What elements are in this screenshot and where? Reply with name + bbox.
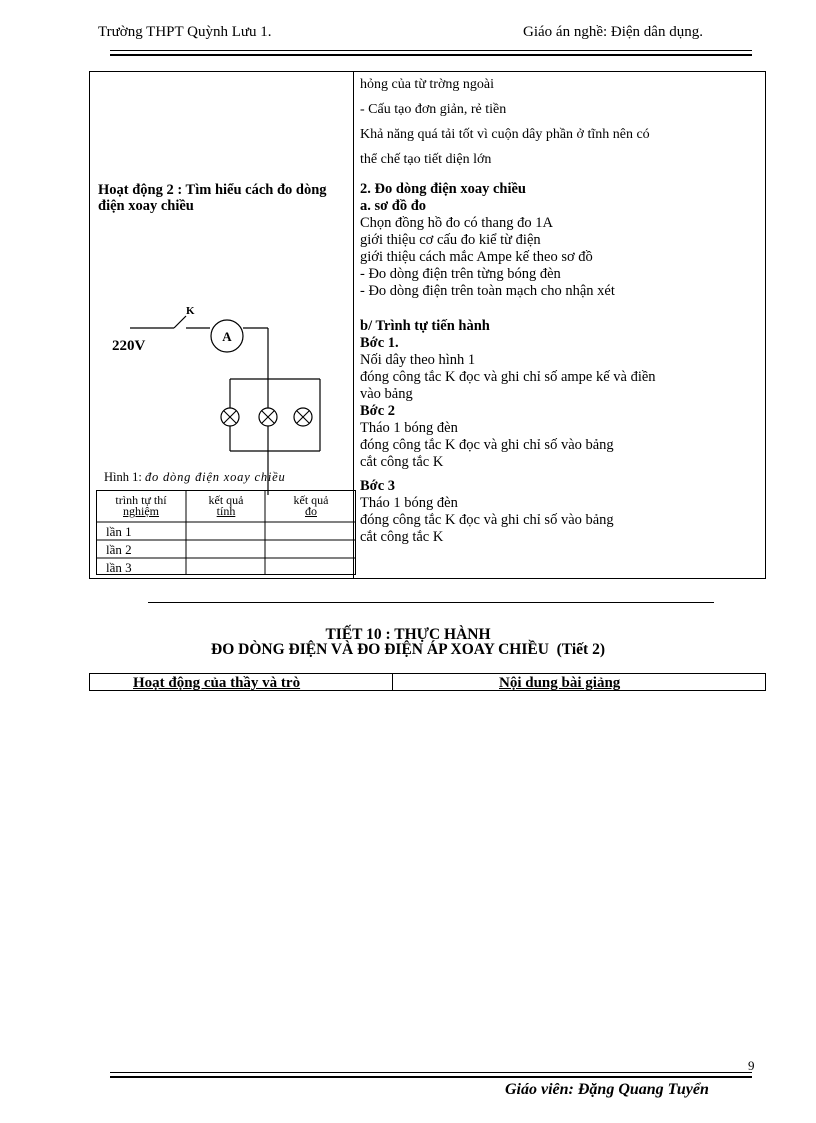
footer-rule-2: [110, 1076, 752, 1078]
results-header-measured-2: đo: [305, 504, 317, 518]
right-text-line-1: hỏng của từ trờng ngoài: [360, 77, 494, 92]
results-header-calc-2: tính: [216, 504, 236, 518]
section-separator: [148, 602, 714, 603]
lamp-2-icon: [259, 379, 277, 451]
ammeter-label: A: [222, 329, 232, 344]
right-text-line-4: thể chế tạo tiết diện lớn: [360, 152, 492, 167]
header-subject: Giáo án nghề: Điện dân dụng.: [523, 24, 703, 40]
results-header-order-2: nghiệm: [123, 504, 159, 518]
step-2-line-3: cắt công tắc K: [360, 454, 444, 470]
right-text-line-3: Khả năng quá tải tốt vì cuộn dây phần ở tĩnh nên có: [360, 127, 650, 142]
section-2a-line-3: giới thiệu cách mắc Ampe kế theo sơ đồ: [360, 249, 593, 265]
section-2a-heading: a. sơ đồ đo: [360, 198, 427, 214]
section-2a-line-4: - Đo dòng điện trên từng bóng đèn: [360, 266, 561, 282]
step-2-line-1: Tháo 1 bóng đèn: [360, 420, 458, 436]
step-3-line-2: đóng công tắc K đọc và ghi chỉ số vào bảng: [360, 512, 614, 528]
lamp-1-icon: [221, 408, 239, 426]
step-1-line-2: đóng công tắc K đọc và ghi chỉ số ampe kế và điền: [360, 369, 656, 385]
results-header-order: [97, 495, 185, 517]
results-row-2: lần 2: [106, 542, 132, 557]
results-row-3: lần 3: [106, 560, 132, 575]
results-row-1: lần 1: [106, 524, 132, 539]
step-2-line-2: đóng công tắc K đọc và ghi chỉ số vào bảng: [360, 437, 614, 453]
activity-2-title: Hoạt động 2 : Tìm hiểu cách đo dòng điện xoay chiều: [98, 182, 327, 214]
lesson-title-2-main: ĐO DÒNG ĐIỆN VÀ ĐO ĐIỆN ÁP XOAY CHIỀU: [211, 641, 549, 658]
header-school: Trường THPT Quỳnh Lưu 1.: [98, 24, 272, 40]
results-header-measured: [266, 495, 356, 517]
switch-k-icon: [174, 316, 186, 328]
figure-caption: [104, 470, 286, 485]
step-3-line-1: Tháo 1 bóng đèn: [360, 495, 458, 511]
caption-italic: đo dòng điện xoay chiều: [144, 470, 286, 484]
results-header-order-1: trình tự thí: [115, 493, 167, 507]
step-1-line-3: vào bảng: [360, 386, 413, 402]
step-1-heading: Bớc 1.: [360, 335, 399, 351]
page-number: 9: [748, 1058, 755, 1073]
column-lesson-content: Nội dung bài giảng: [499, 675, 621, 691]
section-2a-line-5: - Đo dòng điện trên toàn mạch cho nhận xét: [360, 283, 615, 299]
section-2-heading: 2. Đo dòng điện xoay chiều: [360, 181, 526, 197]
step-2-heading: Bớc 2: [360, 403, 396, 419]
section-2b-heading: b/ Trình tự tiến hành: [360, 318, 490, 334]
header-rule-1: [110, 50, 752, 51]
lesson-title-2-suffix: (Tiết 2): [556, 641, 605, 658]
header-rule-2: [110, 54, 752, 56]
right-text-line-2: - Cấu tạo đơn giản, rẻ tiền: [360, 102, 507, 117]
lesson-title-1: TIẾT 10 : THỰC HÀNH: [325, 626, 491, 643]
results-header-calc: [187, 495, 265, 517]
switch-label: K: [186, 305, 195, 317]
lamp-3-icon: [294, 408, 312, 426]
next-table-header-divider: [392, 673, 393, 691]
circuit-diagram: [90, 295, 352, 495]
footer-teacher: Giáo viên: Đặng Quang Tuyển: [505, 1081, 709, 1098]
results-header-calc-1: kết quả: [208, 493, 244, 507]
section-2a-line-2: giới thiệu cơ cấu đo kiể từ điện: [360, 232, 541, 248]
caption-prefix: Hình 1:: [104, 470, 145, 484]
results-header-measured-1: kết quả: [293, 493, 329, 507]
step-3-heading: Bớc 3: [360, 478, 396, 494]
column-teacher-student: Hoạt động của thầy và trò: [133, 675, 301, 691]
voltage-label: 220V: [112, 338, 146, 354]
section-2a-line-1: Chọn đồng hồ đo có thang đo 1A: [360, 215, 553, 231]
step-1-line-1: Nối dây theo hình 1: [360, 352, 476, 368]
step-3-line-3: cắt công tắc K: [360, 529, 444, 545]
lesson-title-2: [0, 642, 816, 658]
footer-rule-1: [110, 1072, 752, 1073]
